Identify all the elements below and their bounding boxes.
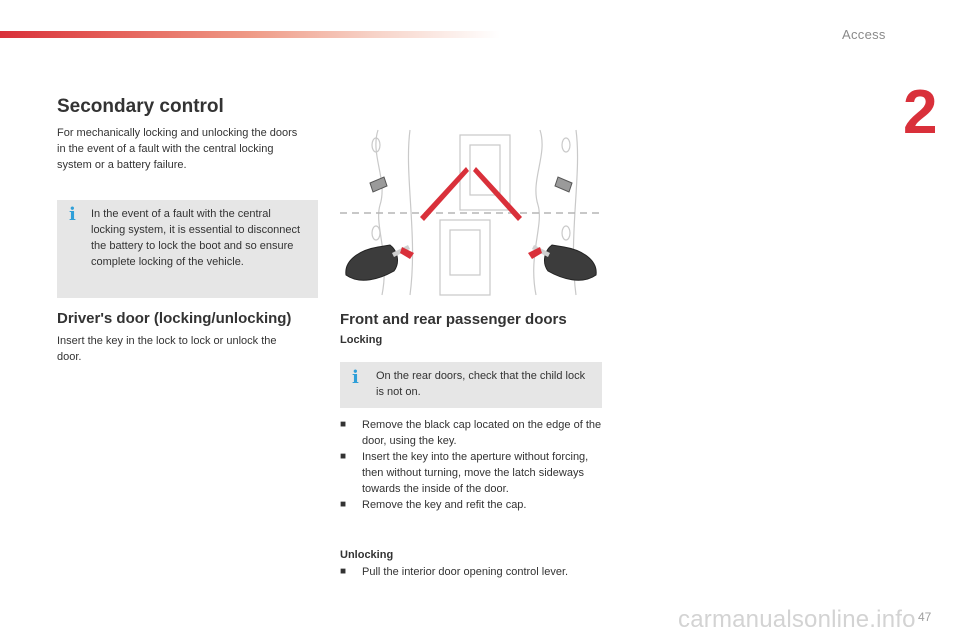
secondary-control-intro: For mechanically locking and unlocking the doors in the event of a fault with the central locking system or a battery failure. (57, 127, 298, 171)
locking-steps-list (340, 417, 602, 513)
section-label: Access (842, 27, 886, 42)
child-lock-info-box (340, 362, 602, 408)
child-lock-info-text: On the rear doors, check that the child lock is not on. (376, 370, 586, 398)
list-item: ■ Insert the key into the aperture without forcing, then without turning, move the latch sideways towards the inside of the door. (340, 451, 589, 495)
unlocking-subtitle: Unlocking (340, 549, 394, 561)
bullet-icon: ■ (340, 566, 347, 577)
battery-info-box (57, 200, 318, 298)
locking-subtitle: Locking (340, 334, 383, 346)
drivers-door-text: Insert the key in the lock to lock or unlock the door. (57, 335, 277, 363)
list-item: ■ Remove the black cap located on the edge of the door, using the key. (340, 419, 602, 447)
info-icon: i (352, 367, 359, 388)
door-lock-illustration (340, 125, 602, 300)
battery-info-text: In the event of a fault with the central locking system, it is essential to disconnect the battery to lock the boot and so ensure complete locking of the vehicle. (91, 208, 301, 268)
secondary-control-title: Secondary control (57, 96, 224, 117)
list-item: ■ Pull the interior door opening control lever. (340, 566, 569, 578)
drivers-door-title: Driver's door (locking/unlocking) (57, 310, 292, 327)
top-color-bar (0, 31, 500, 38)
info-icon: i (69, 204, 76, 225)
unlocking-steps-list (340, 564, 602, 580)
bullet-icon: ■ (340, 451, 347, 462)
passenger-doors-title: Front and rear passenger doors (340, 311, 567, 328)
bullet-icon: ■ (340, 499, 347, 510)
page-number: 47 (918, 610, 932, 624)
list-item: ■ Remove the key and refit the cap. (340, 499, 527, 511)
chapter-number: 2 (903, 78, 938, 147)
watermark: carmanualsonline.info (678, 606, 916, 633)
bullet-icon: ■ (340, 419, 347, 430)
